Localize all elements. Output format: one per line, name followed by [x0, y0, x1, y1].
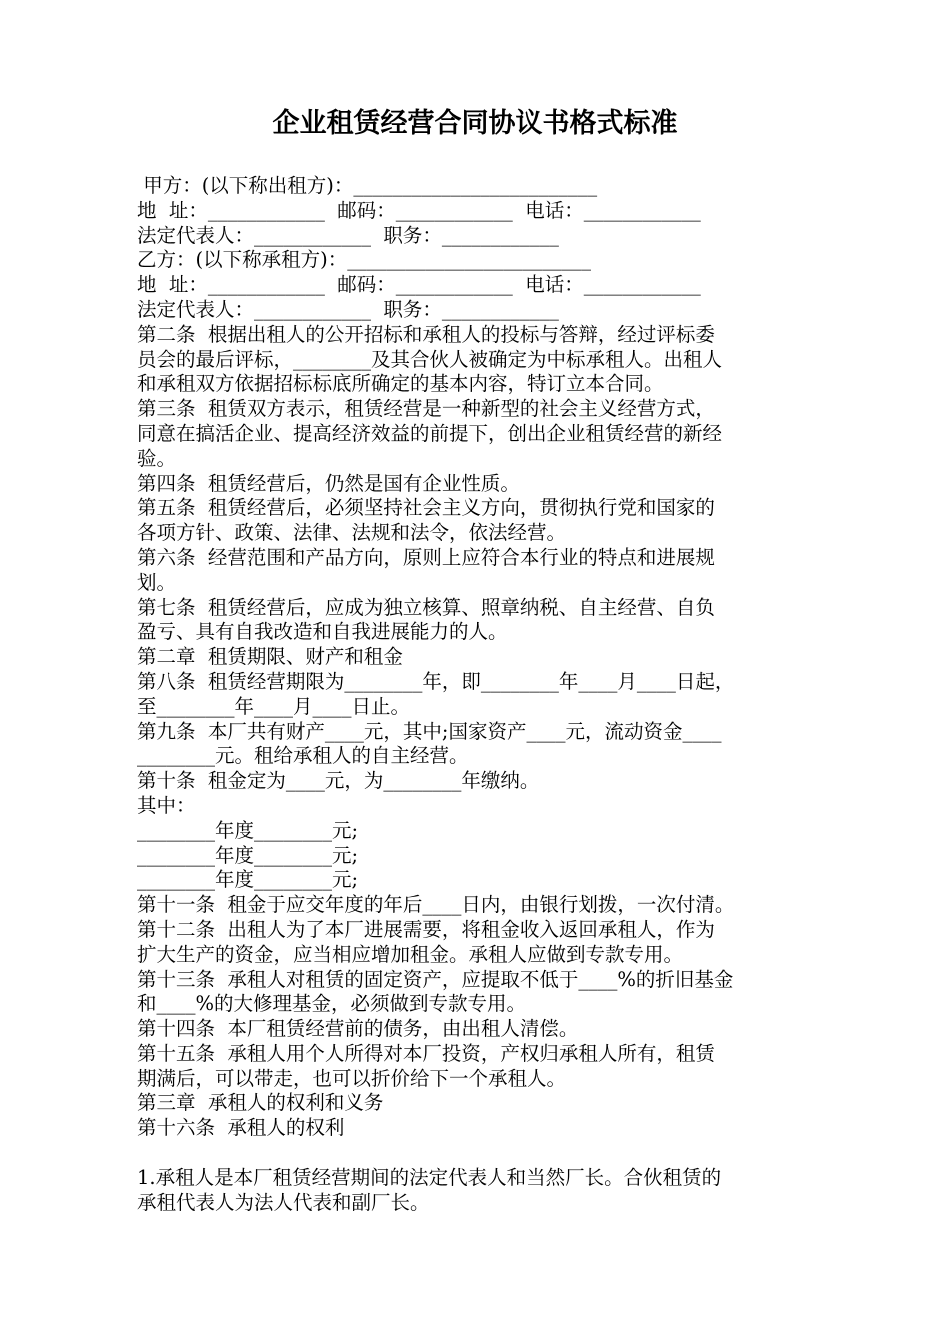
text-line: 第十一条 租金于应交年度的年后____日内，由银行划拨，一次付清。	[137, 893, 735, 917]
text-line: 法定代表人：____________ 职务：____________	[137, 297, 559, 321]
text-line: 甲方：(以下称出租方)：_________________________	[137, 174, 598, 197]
text-line: 地 址：____________ 邮码：____________ 电话：____________	[137, 273, 701, 297]
text-line: 同意在搞活企业、提高经济效益的前提下，创出企业租赁经营的新经	[137, 421, 723, 445]
text-line: 承租代表人为法人代表和副厂长。	[137, 1190, 430, 1214]
text-line: 乙方：(以下称承租方)：_________________________	[137, 248, 591, 272]
text-line: 第八条 租赁经营期限为________年，即________年____月____日起，	[137, 669, 735, 693]
text-line: 扩大生产的资金，应当相应增加租金。承租人应做到专款专用。	[137, 942, 684, 966]
text-line: 第十三条 承租人对租赁的固定资产，应提取不低于____%的折旧基金	[137, 967, 734, 991]
text-line: 第三条 租赁双方表示，租赁经营是一种新型的社会主义经营方式，	[137, 397, 715, 421]
text-line: 期满后，可以带走，也可以折价给下一个承租人。	[137, 1066, 567, 1090]
text-line: 第九条 本厂共有财产____元，其中;国家资产____元，流动资金____	[137, 719, 722, 743]
text-line: ________年度________元;	[137, 868, 359, 892]
document-body	[137, 174, 817, 1215]
text-line: 和____%的大修理基金，必须做到专款专用。	[137, 992, 527, 1016]
text-line: ________年度________元;	[137, 843, 359, 867]
text-line: 第十四条 本厂租赁经营前的债务，由出租人清偿。	[137, 1017, 579, 1041]
text-line: 第十六条 承租人的权利	[137, 1116, 345, 1140]
text-line: 第十五条 承租人用个人所得对本厂投资，产权归承租人所有，租赁	[137, 1041, 715, 1065]
text-line: 第六条 经营范围和产品方向，原则上应符合本行业的特点和进展规	[137, 545, 715, 569]
text-line: 第五条 租赁经营后，必须坚持社会主义方向，贯彻执行党和国家的	[137, 496, 715, 520]
text-line: 第四条 租赁经营后，仍然是国有企业性质。	[137, 471, 520, 495]
blank-line	[137, 1141, 817, 1166]
text-line: 员会的最后评标，________及其合伙人被确定为中标承租人。出租人	[137, 347, 723, 371]
text-line: 第二章 租赁期限、财产和租金	[137, 645, 403, 669]
document-title: 企业租赁经营合同协议书格式标准	[272, 108, 678, 139]
text-line: 和承租双方依据招标标底所确定的基本内容，特订立本合同。	[137, 372, 664, 396]
text-line: 验。	[137, 446, 177, 470]
text-line: 地 址：____________ 邮码：____________ 电话：____________	[137, 198, 701, 222]
text-line: 盈亏、具有自我改造和自我进展能力的人。	[137, 620, 508, 644]
text-line: 划。	[137, 570, 177, 594]
text-line: 第二条 根据出租人的公开招标和承租人的投标与答辩，经过评标委	[137, 322, 715, 346]
text-line: 第七条 租赁经营后，应成为独立核算、照章纳税、自主经营、自负	[137, 595, 715, 619]
text-line: 第十二条 出租人为了本厂进展需要，将租金收入返回承租人，作为	[137, 917, 715, 941]
text-line: 第三章 承租人的权利和义务	[137, 1091, 384, 1115]
text-line: 第十条 租金定为____元，为________年缴纳。	[137, 769, 540, 793]
text-line: 其中：	[137, 793, 196, 817]
text-line: ________元。租给承租人的自主经营。	[137, 744, 469, 768]
text-line: ________年度________元;	[137, 818, 359, 842]
text-line: 各项方针、政策、法律、法规和法令，依法经营。	[137, 521, 567, 545]
text-line: 法定代表人：____________ 职务：____________	[137, 223, 559, 247]
text-line: 至________年____月____日止。	[137, 694, 411, 718]
text-line: 1.承租人是本厂租赁经营期间的法定代表人和当然厂长。合伙租赁的	[137, 1165, 722, 1189]
